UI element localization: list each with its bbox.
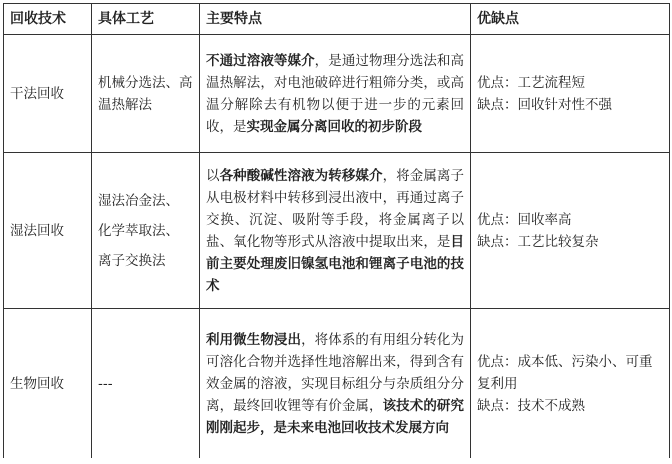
header-row <box>4 4 670 35</box>
header-proscons: 优缺点 <box>471 4 670 35</box>
feature-text: ，是通过物理分选法和高温热解法，对电池破碎进行粗筛分类，或高温分解除去有机物以便于进一步的元素回收，是 <box>206 52 465 135</box>
table-row <box>4 35 670 153</box>
cons-text: 缺点：回收针对性不强 <box>477 96 612 113</box>
header-feature: 主要特点 <box>200 4 471 35</box>
proscons-cell <box>471 309 670 459</box>
process-cell: --- <box>92 309 200 459</box>
process-cell <box>92 153 200 309</box>
tech-cell: 干法回收 <box>4 35 92 153</box>
feature-bold: 各种酸碱性溶液为转移媒介 <box>219 167 383 184</box>
pros-text: 优点：工艺流程短 <box>477 74 585 91</box>
process-line: 化学萃取法、 <box>98 222 179 239</box>
process-cell: 机械分选法、高温热解法 <box>92 35 200 153</box>
feature-bold: 目前主要处理废旧镍氢电池和锂离子电池的技术 <box>206 233 464 294</box>
table-row <box>4 309 670 459</box>
cons-text: 缺点：工艺比较复杂 <box>477 233 599 250</box>
table-row <box>4 153 670 309</box>
process-line: 湿法冶金法、 <box>98 192 179 209</box>
proscons-cell <box>471 35 670 153</box>
feature-cell <box>200 153 471 309</box>
feature-text: 以 <box>206 167 220 184</box>
feature-text: ，将金属离子从电极材料中转移到浸出液中，再通过离子交换、沉淀、吸附等手段，将金属离子以盐、氧化物等形式从溶液中提取出来，是 <box>206 167 465 250</box>
header-tech: 回收技术 <box>4 4 92 35</box>
feature-bold: 不通过溶液等媒介 <box>206 52 315 69</box>
feature-cell <box>200 309 471 459</box>
feature-bold: 利用微生物浸出 <box>206 331 302 348</box>
header-process: 具体工艺 <box>92 4 200 35</box>
recycling-tech-table <box>3 3 670 459</box>
cons-text: 缺点：技术不成熟 <box>477 397 585 414</box>
tech-cell: 生物回收 <box>4 309 92 459</box>
feature-cell <box>200 35 471 153</box>
bottom-edge <box>0 458 672 464</box>
tech-cell: 湿法回收 <box>4 153 92 309</box>
feature-bold: 实现金属分离回收的初步阶段 <box>246 118 422 135</box>
process-line: 离子交换法 <box>98 252 166 269</box>
pros-text: 优点：成本低、污染小、可重复利用 <box>477 353 653 392</box>
pros-text: 优点：回收率高 <box>477 211 572 228</box>
feature-bold: 该技术的研究刚刚起步，是未来电池回收技术发展方向 <box>206 397 465 436</box>
proscons-cell <box>471 153 670 309</box>
feature-text: ，将体系的有用组分转化为可溶化合物并选择性地溶解出来，得到含有效金属的溶液，实现目标组分与杂质组分分离，最终回收锂等有价金属， <box>206 331 465 414</box>
